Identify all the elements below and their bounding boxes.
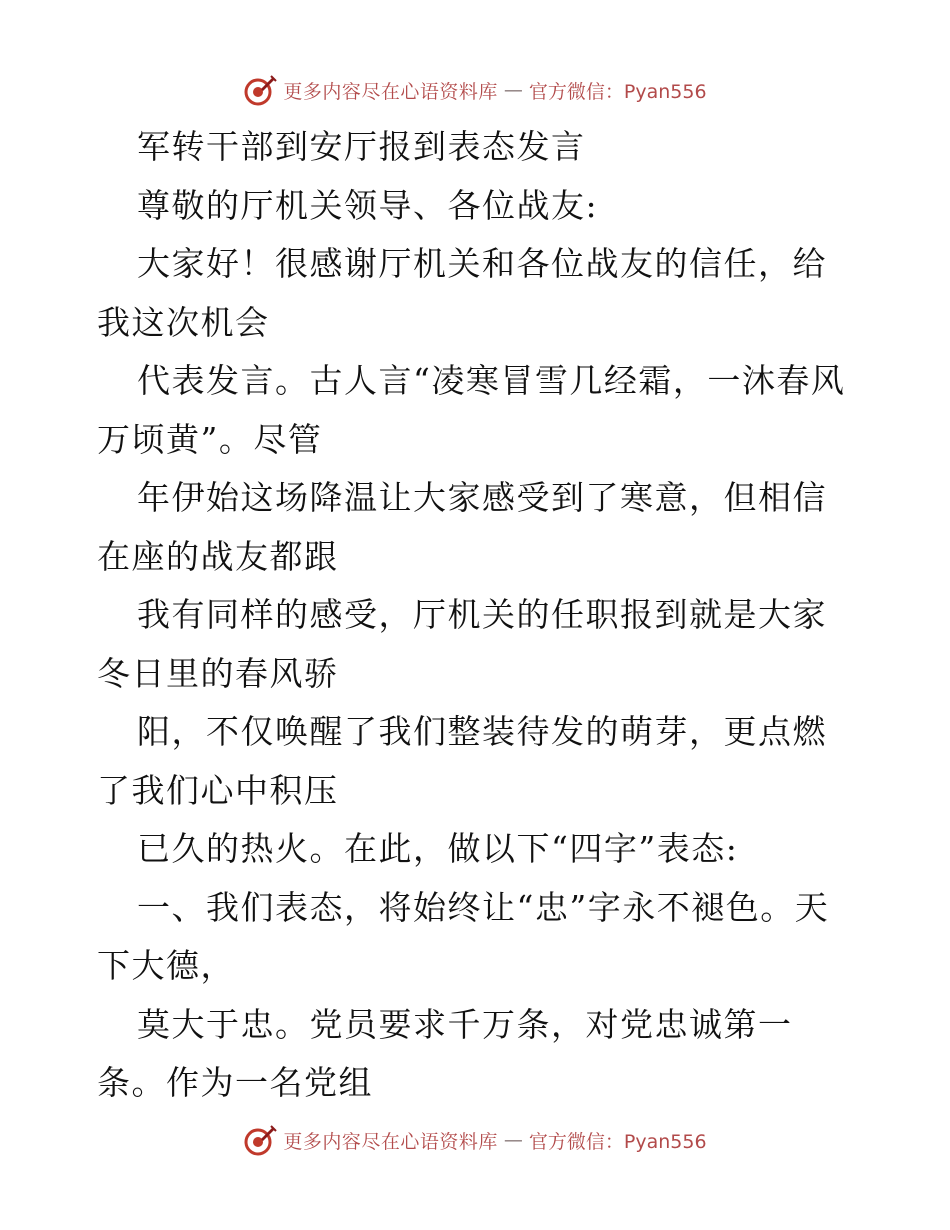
header-banner (0, 70, 950, 110)
header-contact-text: 官方微信：Pyan556 (528, 80, 707, 103)
paragraph: 大家好！很感谢厅机关和各位战友的信任，给我这次机会 (97, 244, 827, 342)
paragraph: 已久的热火。在此，做以下“四字”表态: (137, 829, 739, 868)
paragraph: 一、我们表态，将始终让“忠”字永不褪色。天下大德， (97, 887, 830, 985)
paragraph: 我有同样的感受，厅机关的任职报到就是大家冬日里的春风骄 (97, 595, 827, 693)
footer-banner (0, 1120, 950, 1160)
header-separator: — (503, 79, 523, 101)
pen-nib-circle-logo-icon (243, 1123, 277, 1157)
document-salutation: 尊敬的厅机关领导、各位战友: (137, 185, 599, 225)
paragraph: 莫大于忠。党员要求千万条，对党忠诚第一条。作为一名党组 (97, 1004, 793, 1102)
paragraph: 年伊始这场降温让大家感受到了寒意，但相信在座的战友都跟 (97, 478, 827, 576)
footer-contact-text: 官方微信：Pyan556 (528, 1130, 707, 1153)
footer-separator: — (503, 1129, 523, 1151)
header-brand-text: 更多内容尽在心语资料库 (283, 80, 498, 103)
paragraph: 代表发言。古人言“凌寒冒雪几经霜，一沐春风万顷黄”。尽管 (97, 361, 846, 459)
footer-brand-text: 更多内容尽在心语资料库 (283, 1130, 498, 1153)
document-title: 军转干部到安厅报到表态发言 (137, 127, 586, 166)
document-body (97, 118, 857, 1113)
paragraph: 阳，不仅唤醒了我们整装待发的萌芽，更点燃了我们心中积压 (97, 712, 827, 810)
pen-nib-circle-logo-icon (243, 73, 277, 107)
